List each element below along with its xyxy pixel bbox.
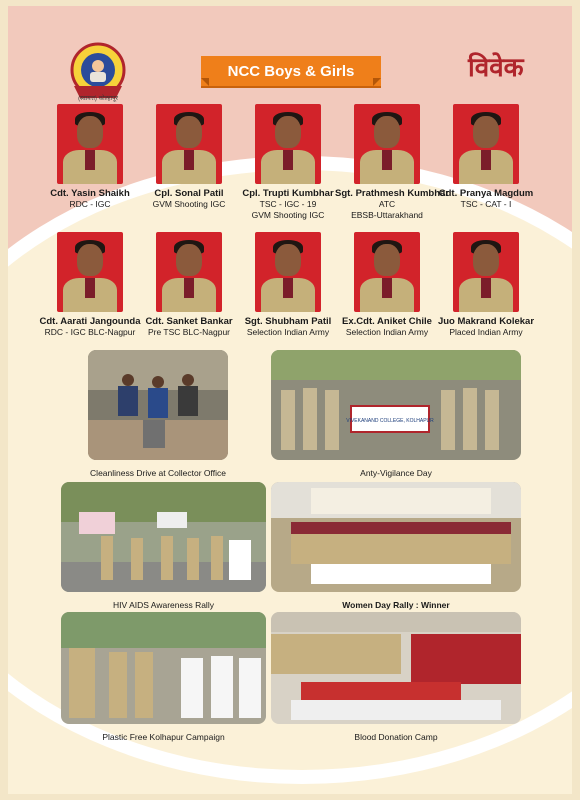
logo-caption: (स्वायत्त) कोल्हापूर bbox=[78, 96, 118, 102]
event-caption: HIV AIDS Awareness Rally bbox=[113, 600, 214, 610]
event-caption: Women Day Rally : Winner bbox=[342, 600, 450, 610]
poster-page bbox=[8, 6, 572, 794]
cadet-card bbox=[236, 104, 340, 221]
cadet-name: Sgt. Shubham Patil bbox=[244, 316, 332, 327]
cadet-achievement: ATC bbox=[378, 199, 396, 209]
event-photo bbox=[61, 482, 266, 592]
cadet-card bbox=[137, 232, 241, 338]
event-caption: Blood Donation Camp bbox=[354, 732, 438, 742]
cadet-photo bbox=[453, 232, 519, 312]
event-card bbox=[271, 482, 521, 610]
cadet-photo bbox=[57, 104, 123, 184]
cadet-achievement: Placed Indian Army bbox=[449, 327, 523, 337]
event-card bbox=[271, 350, 521, 478]
cadet-achievement: TSC - CAT - I bbox=[460, 199, 512, 209]
cadet-achievement: TSC - IGC - 19 bbox=[259, 199, 317, 209]
event-card bbox=[61, 612, 266, 742]
event-caption: Cleanliness Drive at Collector Office bbox=[90, 468, 226, 478]
cadet-achievement: RDC - IGC bbox=[69, 199, 111, 209]
cadet-card bbox=[38, 104, 142, 210]
cadet-name: Sgt. Prathmesh Kumbhar bbox=[335, 188, 450, 199]
cadet-card bbox=[434, 232, 538, 338]
cadet-name: Cpl. Sonal Patil bbox=[154, 188, 224, 199]
cadet-achievement: GVM Shooting IGC bbox=[251, 210, 325, 220]
cadet-achievement: GVM Shooting IGC bbox=[152, 199, 226, 209]
cadet-achievement: RDC - IGC BLC-Nagpur bbox=[44, 327, 136, 337]
cadet-card bbox=[137, 104, 241, 210]
cadet-photo bbox=[57, 232, 123, 312]
cadet-achievement: Pre TSC BLC-Nagpur bbox=[147, 327, 231, 337]
cadet-card bbox=[434, 104, 538, 210]
cadet-photo bbox=[156, 232, 222, 312]
cadet-name: Cdt. Aarati Jangounda bbox=[39, 316, 141, 327]
cadet-card bbox=[38, 232, 142, 338]
cadet-photo bbox=[255, 232, 321, 312]
event-photo bbox=[271, 482, 521, 592]
event-card bbox=[61, 482, 266, 610]
event-photo bbox=[88, 350, 228, 460]
cadet-name: Cdt. Sanket Bankar bbox=[145, 316, 233, 327]
cadet-card bbox=[335, 104, 450, 221]
event-card bbox=[88, 350, 228, 478]
cadet-photo bbox=[453, 104, 519, 184]
cadet-photo bbox=[354, 232, 420, 312]
cadet-photo bbox=[255, 104, 321, 184]
cadet-achievement: EBSB-Uttarakhand bbox=[351, 210, 423, 220]
brand-mark: विवेक bbox=[468, 53, 524, 83]
cadet-photo bbox=[156, 104, 222, 184]
event-banner-text: VIVEKANAND COLLEGE, KOLHAPUR bbox=[346, 418, 434, 424]
cadet-photo bbox=[354, 104, 420, 184]
event-caption: Plastic Free Kolhapur Campaign bbox=[102, 732, 225, 742]
cadet-name: Cdt. Yasin Shaikh bbox=[50, 188, 130, 199]
page-title: NCC Boys & Girls bbox=[201, 56, 381, 86]
cadet-name: Ex.Cdt. Aniket Chile bbox=[342, 316, 432, 327]
event-card bbox=[271, 612, 521, 742]
cadet-name: Juo Makrand Kolekar bbox=[437, 316, 535, 327]
cadet-card bbox=[335, 232, 439, 338]
cadet-achievement: Selection Indian Army bbox=[345, 327, 429, 337]
event-photo bbox=[271, 350, 521, 460]
cadet-name: Cpl. Trupti Kumbhar bbox=[242, 188, 334, 199]
cadet-name: Cdt. Pranya Magdum bbox=[438, 188, 534, 199]
event-caption: Anty-Vigilance Day bbox=[360, 468, 432, 478]
cadet-card bbox=[236, 232, 340, 338]
event-photo bbox=[271, 612, 521, 724]
cadet-achievement: Selection Indian Army bbox=[246, 327, 330, 337]
event-photo bbox=[61, 612, 266, 724]
